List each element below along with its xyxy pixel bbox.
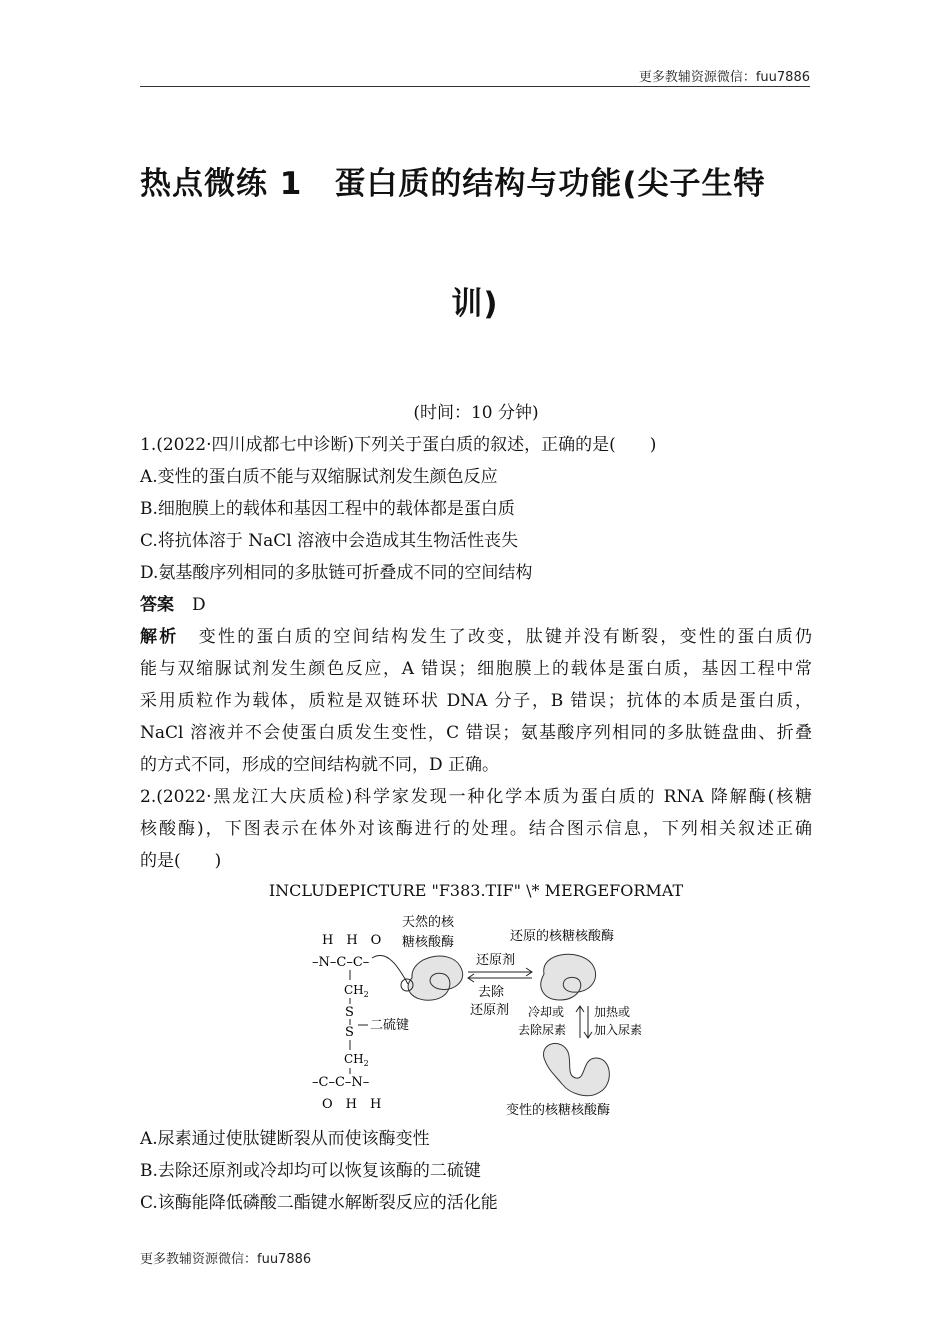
denatured-enzyme-label: 变性的核糖核酸酶	[506, 1103, 611, 1118]
reductant-label: 还原剂	[476, 953, 516, 968]
q1-analysis-line: 的方式不同，形成的空间结构就不同，D 正确。	[140, 755, 500, 775]
q2-option-b: B.去除还原剂或冷却均可以恢复该酶的二硫键	[140, 1161, 481, 1181]
disulfide-label: 二硫键	[370, 1018, 410, 1033]
cool-label: 冷却或	[528, 1005, 565, 1019]
native-enzyme-label: 天然的核	[402, 915, 455, 930]
q1-answer	[140, 594, 812, 616]
heat-label: 加热或	[594, 1005, 631, 1019]
callout-arrow	[372, 955, 408, 984]
reduced-enzyme-shape	[541, 954, 596, 1000]
q2-option-a: A.尿素通过使肽键断裂从而使该酶变性	[140, 1129, 430, 1149]
heat-label: 加入尿素	[594, 1023, 643, 1037]
analysis-label: 解析	[140, 627, 179, 647]
page-title-continued: 训)	[451, 286, 499, 322]
q1-analysis-line: NaCl 溶液并不会使蛋白质发生变性，C 错误；氨基酸序列相同的多肽链盘曲、折叠	[140, 723, 812, 743]
analysis-text: 变性的蛋白质的空间结构发生了改变，肽键并没有断裂，变性的蛋白质仍	[196, 627, 813, 647]
native-enzyme-shape	[408, 956, 463, 1000]
header-text: 更多教辅资源微信：fuu7886	[638, 70, 810, 85]
remove-reductant-label: 去除	[478, 985, 505, 1000]
q2-stem-line: 核酸酶)，下图表示在体外对该酶进行的处理。结合图示信息，下列相关叙述正确	[140, 819, 812, 839]
ribonuclease-figure	[300, 908, 660, 1128]
top-atoms: H H O	[322, 933, 382, 948]
ch2-group: $CH_2$	[344, 1052, 369, 1068]
q1-analysis-line: 采用质粒作为载体，质粒是双链环状 DNA 分子，B 错误；抗体的本质是蛋白质，	[140, 691, 812, 711]
answer-label: 答案	[140, 595, 174, 615]
q1-analysis-line	[140, 626, 812, 648]
q1-option-b: B.细胞膜上的载体和基因工程中的载体都是蛋白质	[140, 499, 515, 519]
top-peptide-chain: –N–C–C–	[312, 955, 370, 970]
sulfur-atom: S	[345, 1005, 354, 1020]
q2-stem-line: 2.(2022·黑龙江大庆质检)科学家发现一种化学本质为蛋白质的 RNA 降解酶(核糖	[140, 787, 812, 807]
reduced-enzyme-label: 还原的核糖核酸酶	[510, 929, 615, 944]
q1-stem: 1.(2022·四川成都七中诊断)下列关于蛋白质的叙述，正确的是( )	[140, 435, 657, 455]
include-picture-field: INCLUDEPICTURE "F383.TIF" \* MERGEFORMAT	[268, 881, 684, 900]
q1-analysis-line: 能与双缩脲试剂发生颜色反应，A 错误；细胞膜上的载体是蛋白质，基因工程中常	[140, 659, 812, 679]
native-enzyme-label: 糖核酸酶	[402, 935, 455, 950]
time-limit: (时间：10 分钟)	[413, 403, 539, 423]
page-title: 热点微练 1 蛋白质的结构与功能(尖子生特	[140, 166, 766, 202]
answer-value: D	[192, 595, 206, 615]
q1-option-d: D.氨基酸序列相同的多肽链可折叠成不同的空间结构	[140, 563, 533, 583]
ch2-group: $CH_2$	[344, 983, 369, 999]
q2-option-c: C.该酶能降低磷酸二酯键水解断裂反应的活化能	[140, 1193, 498, 1213]
bottom-peptide-chain: –C–C–N–	[312, 1075, 370, 1090]
denatured-enzyme-shape	[544, 1043, 610, 1095]
sulfur-atom: S	[345, 1025, 354, 1040]
q2-stem-line: 的是( )	[140, 851, 222, 871]
header-rule	[140, 86, 810, 87]
q1-option-c: C.将抗体溶于 NaCl 溶液中会造成其生物活性丧失	[140, 531, 519, 551]
q1-option-a: A.变性的蛋白质不能与双缩脲试剂发生颜色反应	[140, 467, 498, 487]
footer-text: 更多教辅资源微信：fuu7886	[140, 1252, 312, 1267]
cool-label: 去除尿素	[518, 1023, 567, 1037]
remove-reductant-label: 还原剂	[470, 1003, 510, 1018]
bottom-atoms: O H H	[322, 1097, 382, 1112]
